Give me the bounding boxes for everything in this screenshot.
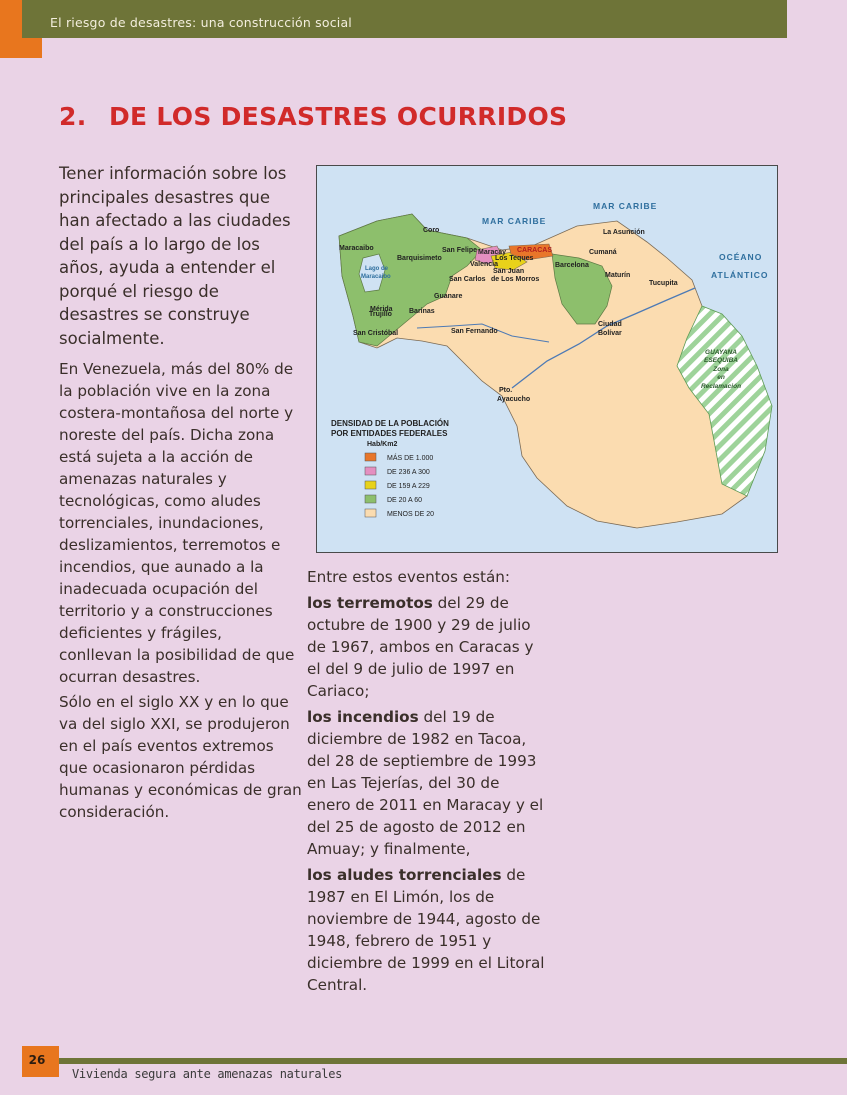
body-paragraph-1: En Venezuela, más del 80% de la población vive en la zona costera-montañosa del norte y noreste del país. Dicha zona está sujeta a la acción de amenazas naturales y tecnológicas, como aludes torrenciales, inundaciones, deslizamientos, terremotos e incendios, que aunado a la inadecuada ocupación del territorio y a construcciones deficientes y frágiles, conllevan la posibilidad de que ocurran desastres. — [59, 360, 295, 686]
city-label: San Carlos — [449, 276, 486, 283]
city-label: La Asunción — [603, 229, 645, 236]
event-term: los terremotos — [307, 594, 433, 612]
city-label: Los Teques — [495, 255, 534, 262]
city-label: Cumaná — [589, 249, 617, 256]
city-label: Mérida — [370, 306, 393, 313]
body-paragraph-2: Sólo en el siglo XX y en lo que va del siglo XXI, se produjeron en el país eventos extremos que ocasionaron pérdidas humanas y económicas de gran consideración. — [59, 693, 302, 821]
city-label: de Los Morros — [491, 276, 540, 283]
city-label: Bolívar — [598, 330, 622, 337]
event-text: del 19 de diciembre de 1982 en Tacoa, del 28 de septiembre de 1993 en Las Tejerías, del 30 de enero de 2011 en Maracay y el del 25 de agosto de 2012 en Amuay; y finalmente, — [307, 708, 544, 858]
city-label: Valencia — [470, 261, 499, 268]
legend-label: DE 236 A 300 — [387, 469, 430, 476]
city-label: Ciudad — [598, 321, 622, 328]
zone-label: en — [717, 374, 725, 381]
sea-label: OCÉANO — [719, 252, 763, 262]
zone-label: Reclamación — [700, 383, 742, 390]
event-term: los aludes torrenciales — [307, 866, 502, 884]
city-label: Maracay — [478, 249, 507, 256]
zone-label: GUAYANA — [705, 349, 737, 356]
section-number: 2. — [59, 102, 87, 131]
city-label: San Felipe — [442, 247, 478, 254]
city-label: CARACAS — [517, 247, 552, 254]
footer-line — [22, 1058, 847, 1064]
population-density-map — [316, 165, 778, 553]
city-label: Barcelona — [555, 262, 589, 269]
city-label: Tucupita — [649, 280, 678, 287]
lake-label: Maracaibo — [361, 274, 391, 280]
sea-label: MAR CARIBE — [593, 201, 658, 211]
legend-label: MENOS DE 20 — [387, 511, 435, 518]
event-text: de 1987 en El Limón, los de noviembre de 1944, agosto de 1948, febrero de 1951 y diciembre de 1999 en el Litoral Central. — [307, 866, 545, 994]
running-title: El riesgo de desastres: una construcción social — [50, 15, 352, 30]
city-label: Barinas — [409, 308, 435, 315]
legend-swatch — [365, 467, 376, 475]
page-number-box — [22, 1046, 59, 1077]
legend-swatch — [365, 453, 376, 461]
legend-label: MÁS DE 1.000 — [387, 455, 434, 462]
events-lead: Entre estos eventos están: — [307, 568, 511, 586]
event-fires — [307, 706, 547, 860]
book-title: Vivienda segura ante amenazas naturales — [72, 1067, 343, 1081]
city-label: Pto. — [499, 387, 513, 394]
city-label: Maracaibo — [339, 245, 374, 252]
event-term: los incendios — [307, 708, 419, 726]
section-title — [59, 102, 567, 131]
event-torrential-floods — [307, 864, 547, 996]
lake-label: Lago de — [365, 266, 389, 272]
city-label: Coro — [423, 227, 440, 234]
section-title-text: DE LOS DESASTRES OCURRIDOS — [109, 102, 568, 131]
legend-title: DENSIDAD DE LA POBLACIÓN — [331, 419, 449, 428]
legend-unit: Hab/Km2 — [367, 441, 398, 448]
legend-label: DE 159 A 229 — [387, 483, 430, 490]
zone-label: Zona — [713, 366, 729, 373]
legend-swatch — [365, 509, 376, 517]
legend-title: POR ENTIDADES FEDERALES — [331, 429, 448, 438]
city-label: San Fernando — [451, 328, 498, 335]
city-label: San Cristóbal — [353, 330, 399, 337]
legend-swatch — [365, 481, 376, 489]
city-label: San Juan — [493, 268, 525, 275]
sea-label: ATLÁNTICO — [711, 270, 769, 280]
page-number: 26 — [28, 1053, 46, 1067]
intro-paragraph: Tener información sobre los principales desastres que han afectado a las ciudades del país a lo largo de los años, ayuda a entender el porqué el riesgo de desastres se construye socialmente. — [59, 164, 291, 348]
event-earthquakes — [307, 592, 547, 702]
city-label: Guanare — [434, 293, 463, 300]
city-label: Barquisimeto — [397, 255, 442, 262]
zone-label: ESEQUIBA — [704, 357, 738, 364]
city-label: Trujillo — [369, 311, 392, 318]
city-label: Maturín — [605, 272, 631, 279]
legend-label: DE 20 A 60 — [387, 497, 423, 504]
city-label: Ayacucho — [497, 396, 531, 403]
sea-label: MAR CARIBE — [482, 216, 547, 226]
event-text: del 29 de octubre de 1900 y 29 de julio de 1967, ambos en Caracas y el del 9 de julio de 1997 en Cariaco; — [307, 594, 534, 700]
legend-swatch — [365, 495, 376, 503]
